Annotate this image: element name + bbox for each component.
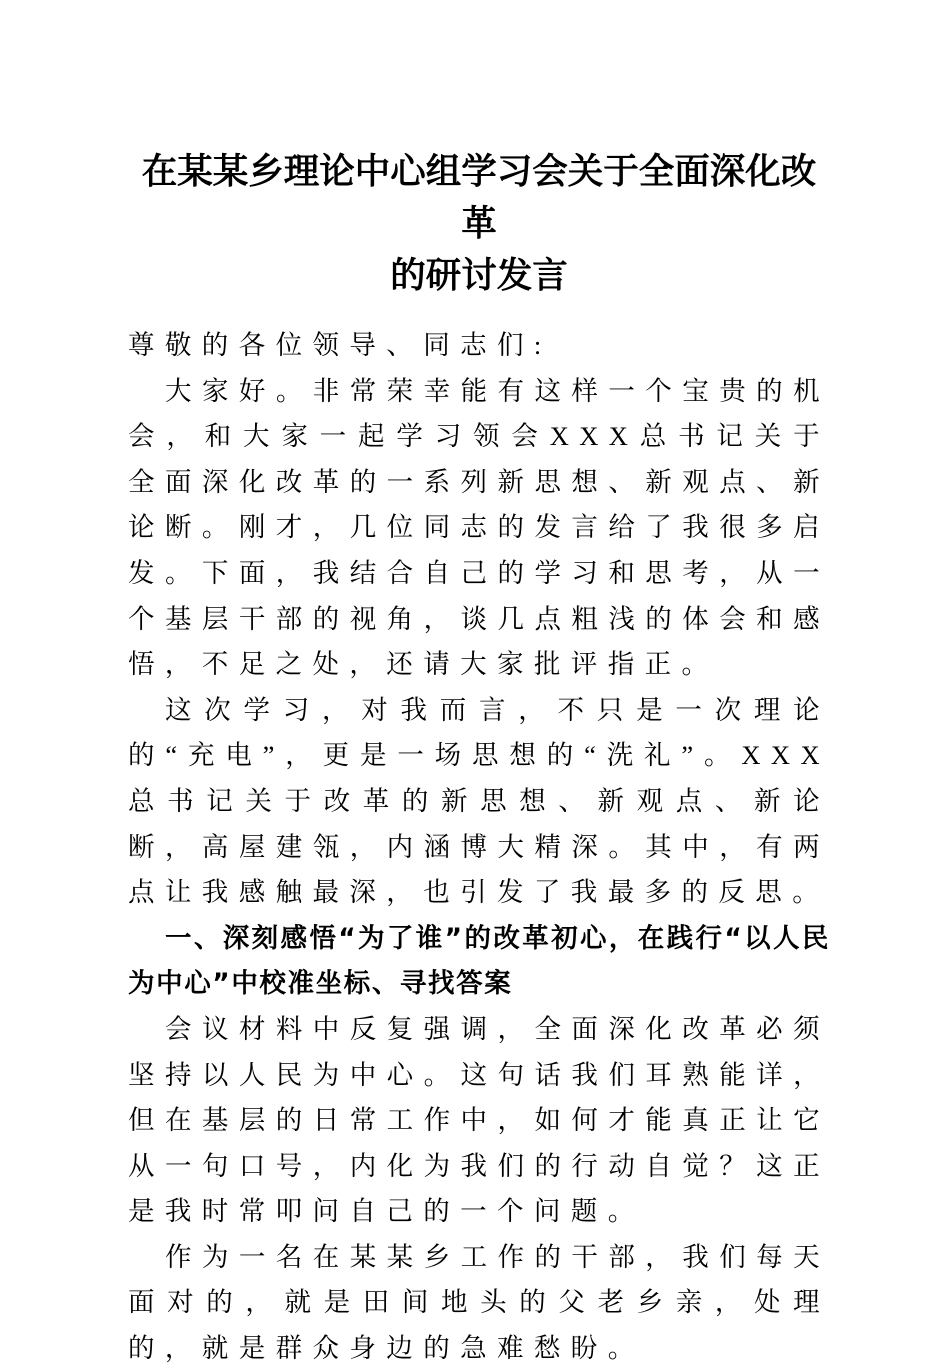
title-line-1: 在某某乡理论中心组学习会关于全面深化改革 bbox=[141, 151, 817, 244]
paragraph-intro: 大家好。非常荣幸能有这样一个宝贵的机会，和大家一起学习领会XXX总书记关于全面深化改革的一系列新思想、新观点、新论断。刚才，几位同志的发言给了我很多启发。下面，我结合自己的学习和思考，从一个基层干部的视角，谈几点粗浅的体会和感悟，不足之处，还请大家批评指正。 bbox=[128, 375, 830, 680]
document-body bbox=[128, 323, 830, 1372]
paragraph-reflection: 这次学习，对我而言，不只是一次理论的“充电”，更是一场思想的“洗礼”。XXX总书记关于改革的新思想、新观点、新论断，高屋建瓴，内涵博大精深。其中，有两点让我感触最深，也引发了我最多的反思。 bbox=[128, 694, 830, 908]
section-paragraph-2: 作为一名在某某乡工作的干部，我们每天面对的，就是田间地头的父老乡亲，处理的，就是群众身边的急难愁盼。 bbox=[128, 1241, 830, 1364]
document-title bbox=[128, 146, 830, 302]
title-line-2: 的研讨发言 bbox=[390, 255, 568, 296]
section-heading-1: 一、深刻感悟“为了谁”的改革初心，在践行“以人民为中心”中校准坐标、寻找答案 bbox=[128, 922, 830, 1000]
section-paragraph-1: 会议材料中反复强调，全面深化改革必须坚持以人民为中心。这句话我们耳熟能详，但在基层的日常工作中，如何才能真正让它从一句口号，内化为我们的行动自觉？这正是我时常叩问自己的一个问题。 bbox=[128, 1013, 830, 1227]
salutation: 尊敬的各位领导、同志们: bbox=[128, 330, 552, 360]
